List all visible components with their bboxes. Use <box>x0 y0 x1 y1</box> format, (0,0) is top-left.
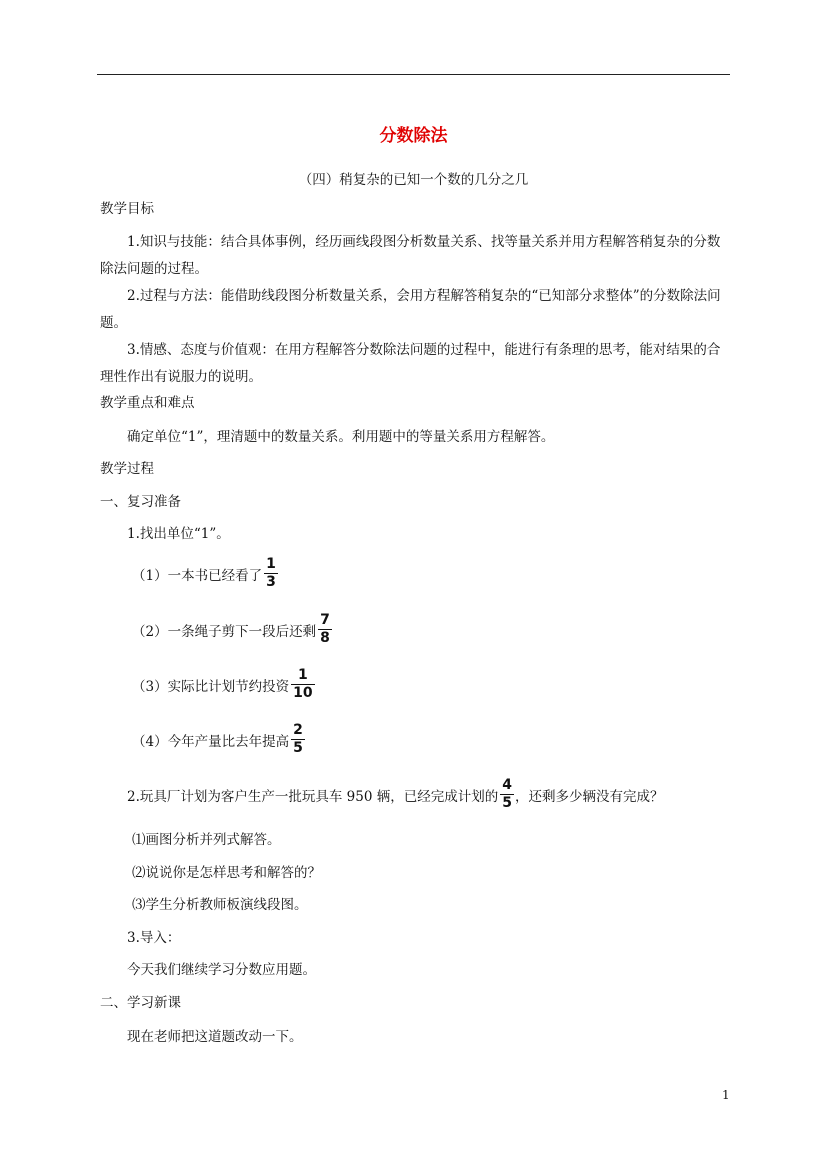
intro-text: 今天我们继续学习分数应用题。 <box>127 962 316 978</box>
item-4 <box>132 722 306 757</box>
numerator: 4 <box>502 777 512 793</box>
item-text: （2）一条绳子剪下一段后还剩 <box>132 623 317 640</box>
sub-item-1: ⑴画图分析并列式解答。 <box>132 832 281 848</box>
new-lesson-text: 现在老师把这道题改动一下。 <box>127 1029 303 1045</box>
part-1-heading: 一、复习准备 <box>100 494 181 510</box>
numerator: 1 <box>266 556 276 572</box>
heading-goals: 教学目标 <box>100 201 154 217</box>
item-3 <box>132 667 316 702</box>
key-text: 确定单位“1”，理清题中的数量关系。利用题中的等量关系用方程解答。 <box>127 429 555 445</box>
denominator: 5 <box>502 795 512 811</box>
numerator: 2 <box>293 722 303 738</box>
fraction <box>291 667 314 702</box>
denominator: 3 <box>266 574 276 590</box>
heading-process: 教学过程 <box>100 461 154 477</box>
fraction <box>291 722 305 757</box>
numerator: 7 <box>320 612 330 628</box>
fraction <box>264 556 278 591</box>
fraction <box>318 612 332 647</box>
item-text: （4）今年产量比去年提高 <box>132 733 290 750</box>
item-text: （3）实际比计划节约投资 <box>132 678 290 695</box>
page-number: 1 <box>722 1088 730 1102</box>
header-rule <box>97 74 730 75</box>
denominator: 5 <box>293 740 303 756</box>
denominator: 10 <box>293 685 313 701</box>
question-1: 1.找出单位“1”。 <box>127 526 230 542</box>
goal-2: 2.过程与方法：能借助线段图分析数量关系，会用方程解答稍复杂的“已知部分求整体”的分数除法问题。 <box>100 288 721 331</box>
heading-key: 教学重点和难点 <box>100 395 195 411</box>
item-2 <box>132 612 333 647</box>
item-text: （1）一本书已经看了 <box>132 567 263 584</box>
item-1 <box>132 556 279 591</box>
sub-item-2: ⑵说说你是怎样思考和解答的？ <box>132 865 321 881</box>
subtitle: （四）稍复杂的已知一个数的几分之几 <box>298 172 529 188</box>
fraction <box>500 777 514 812</box>
goal-1: 1.知识与技能：结合具体事例，经历画线段图分析数量关系、找等量关系并用方程解答稍复杂的分数除法问题的过程。 <box>100 234 721 277</box>
question-3: 3.导入： <box>127 930 181 946</box>
numerator: 1 <box>297 667 308 683</box>
question-2-text: 2.玩具厂计划为客户生产一批玩具车 950 辆，已经完成计划的 <box>127 788 499 805</box>
denominator: 8 <box>320 630 330 646</box>
page-title: 分数除法 <box>379 126 448 146</box>
question-2-tail: ，还剩多少辆没有完成？ <box>514 788 664 805</box>
sub-item-3: ⑶学生分析教师板演线段图。 <box>132 897 308 913</box>
part-2-heading: 二、学习新课 <box>100 995 181 1011</box>
goal-3: 3.情感、态度与价值观：在用方程解答分数除法问题的过程中，能进行有条理的思考，能对结果的合理性作出有说服力的说明。 <box>100 342 721 385</box>
question-2 <box>127 777 663 812</box>
